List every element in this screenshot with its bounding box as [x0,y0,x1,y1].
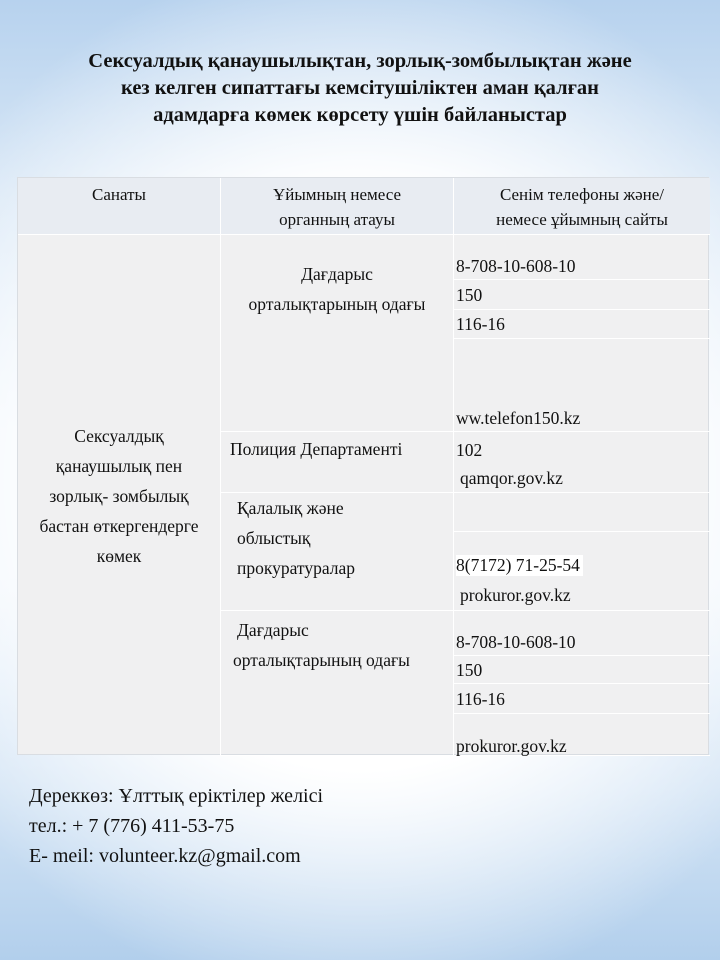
contacts-table [17,177,709,755]
category-line-2: қанаушылық пен [55,455,183,476]
source-block [29,781,323,871]
contacts-cell-crisis-centers-2 [454,611,710,756]
category-line-4: бастан өткергендерге [39,515,199,536]
category-line-3: зорлық- зомбылық [49,485,189,506]
category-line-1: Сексуалдық [74,425,164,446]
org-line: облыстық [237,528,311,548]
org-line: Полиция Департаменті [230,439,403,459]
phone-line: тел.: + 7 (776) 411-53-75 [29,815,235,837]
phone-number: 8-708-10-608-10 [456,256,576,276]
header-contacts-line-1: Сенім телефоны және/ [499,185,665,204]
website-link[interactable]: prokuror.gov.kz [460,585,571,605]
org-line: орталықтарының одағы [248,294,426,314]
phone-number: 8-708-10-608-10 [456,632,576,652]
header-contacts-line-2: немесе ұйымның сайты [496,210,668,229]
website-link[interactable]: ww.telefon150.kz [456,408,581,428]
phone-number: 116-16 [456,689,505,709]
header-organization-line-1: Ұйымның немесе [272,185,402,204]
phone-number: 8(7172) 71-25-54 [456,555,583,576]
phone-number: 150 [456,660,483,680]
org-cell-police [221,432,454,493]
email-line[interactable]: E- meil: volunteer.kz@gmail.com [29,845,301,867]
org-line: Қалалық және [237,498,344,518]
website-link[interactable]: prokuror.gov.kz [456,736,567,756]
category-line-5: көмек [96,545,142,566]
source-line: Дереккөз: Ұлттық еріктілер желісі [29,785,324,807]
contacts-cell-crisis-centers-1 [454,235,710,432]
header-category [18,178,221,235]
org-cell-crisis-centers-2 [221,611,454,756]
contacts-cell-prosecutors [454,493,710,611]
phone-number: 150 [456,285,483,305]
title-line-1: Сексуалдық қанаушылықтан, зорлық-зомбылықтан және [88,50,632,72]
website-link[interactable]: qamqor.gov.kz [460,468,563,488]
page-title [20,48,700,129]
org-line: Дағдарыс [237,620,309,640]
contacts-cell-police [454,432,710,493]
title-line-2: кез келген сипаттағы кемсітушіліктен аман қалған [121,77,599,99]
org-line: Дағдарыс [301,264,373,284]
header-organization-line-2: органның атауы [279,210,395,229]
header-category-label: Санаты [92,185,146,204]
category-cell [18,235,221,756]
org-line: орталықтарының одағы [233,650,410,670]
phone-number: 102 [456,440,483,460]
header-contacts [454,178,710,235]
org-cell-prosecutors [221,493,454,611]
org-cell-crisis-centers-1 [221,235,454,432]
header-organization [221,178,454,235]
title-line-3: адамдарға көмек көрсету үшін байланыстар [153,104,567,126]
phone-number: 116-16 [456,314,505,334]
org-line: прокуратуралар [237,558,356,578]
